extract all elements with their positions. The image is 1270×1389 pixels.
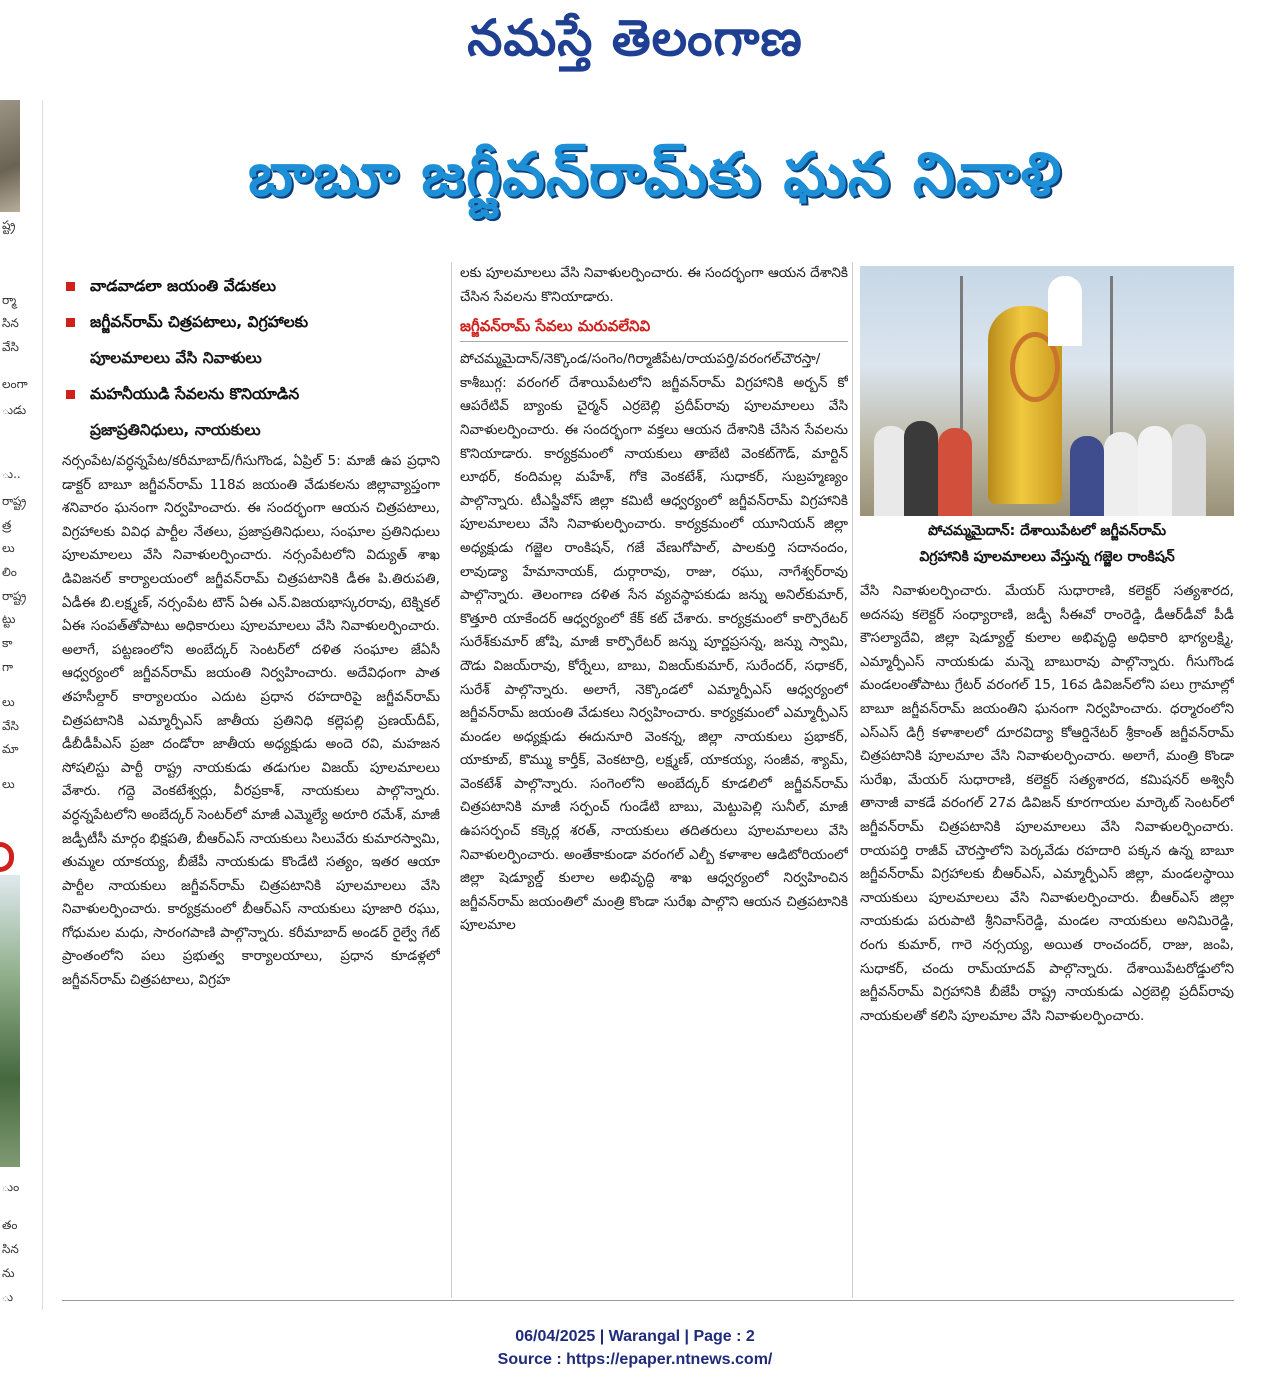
strip-line: ర్మా [2,293,17,307]
adjacent-photo-top [0,100,20,212]
adjacent-photo-bottom [0,875,20,1167]
strip-line: గా [2,660,14,674]
bullet-item [62,376,442,412]
strip-line: మా [2,742,19,756]
person [1172,424,1206,516]
article-column-2 [460,262,848,1292]
adjacent-column-strip [0,100,43,1310]
strip-line: లిం [2,565,17,579]
article-headline: బాబూ జగ్జీవన్‌రామ్‌కు ఘన నివాళి [247,140,1063,210]
strip-line: వేసి [2,719,19,733]
person [1104,432,1138,516]
article-paragraph: లకు పూలమాలలు వేసి నివాళులర్పించారు. ఈ సందర్భంగా ఆయన దేశానికి చేసిన సేవలను కొనియాడారు. [460,265,848,305]
bullet-item [62,268,442,304]
strip-line: కా [2,636,13,650]
bullet-text: ప్రజాప్రతినిధులు, నాయకులు [90,421,261,439]
person [1070,436,1104,516]
person [874,426,908,516]
bullet-item [62,304,442,340]
caption-line: విగ్రహానికి పూలమాలలు వేస్తున్న గజ్జెల రాంకిషన్‌ [919,549,1175,565]
red-square-bullet-icon [66,318,75,327]
red-square-bullet-icon [66,390,75,399]
highlight-bullets [62,268,442,448]
masthead-title: నమస్తే తెలంగాణ [467,8,803,67]
strip-line: ుం [2,1180,20,1194]
article-paragraph: వేసి నివాళులర్పించారు. మేయర్‌ సుధారాణి, కలెక్టర్‌ సత్యశారద, అదనపు కలెక్టర్‌ సంధ్యారాణి, జడ్పీ సీఈవో రాంరెడ్డి, డీఆర్‌డీవో పీడీ కౌసల్యాదేవి, జిల్లా షెడ్యూల్డ్‌ కులాల అభివృద్ధి అధికారి భాగ్యలక్ష్మి, ఎమ్మార్పీఎస్‌ నాయకుడు మన్నె బాబురావు పాల్గొన్నారు. గీసుగొండ మండలంతోపాటు గ్రేటర్‌ వరంగల్‌ 15, 16వ డివిజన్‌లోని పలు గ్రామాల్లో బాబూ జగ్జీవన్‌రామ్‌ జయంతిని ఘనంగా నిర్వహించారు. ధర్మారంలోని ఎస్‌ఎస్‌ డిగ్రీ కళాశాలలో దూరవిద్యా కోఆర్డినేటర్‌ శ్రీకాంత్‌ జగ్జీవన్‌రామ్‌ చిత్రపటానికి పూలమాల వేసి నివాళులర్పించారు. అలాగే, మంత్రి కొండా సురేఖ, మేయర్‌ సుధారాణి, కలెక్టర్‌ సత్యశారద, కమిషనర్‌ అశ్వినీ తానాజీ వాకడే వరంగల్‌ 27వ డివిజన్‌ కూరగాయల మార్కెట్‌ సెంటర్‌లో జగ్జీవన్‌రామ్‌ చిత్రపటానికి పూలమాలలు వేసి నివాళులర్పించారు. రాయపర్తి రాజీవ్‌ చౌరస్తాలోని పెర్కవేడు రహదారి పక్కన ఉన్న బాబూ జగ్జీవన్‌రామ్‌ విగ్రహాలకు బీఆర్‌ఎస్‌, ఎమ్మార్పీఎస్‌ జిల్లా, మండలస్థాయి నాయకులు పూలమాలలు వేసి నివాళులర్పించారు. బీఆర్‌ఎస్‌ జిల్లా నాయకుడు పరుపాటి శ్రీనివాస్‌రెడ్డి, మండల నాయకులు అనిమిరెడ్డి, రంగు కుమార్‌, గారె నర్సయ్య, అయిత రాంచందర్‌, రాజు, జంపి, సుధాకర్‌, చందు రామ్‌యాదవ్‌ పాల్గొన్నారు. దేశాయిపేటరోడ్డులోని జగ్జీవన్‌రామ్‌ విగ్రహానికి బీజేపీ రాష్ట్ర నాయకుడు ఎర్రబెల్లి ప్రదీప్‌రావు నాయకులతో కలిసి పూలమాల వేసి నివాళులర్పించారు. [860,583,1234,1024]
red-square-bullet-icon [66,282,75,291]
article-paragraph: పోచమ్మమైదాన్‌/నెక్కొండ/సంగెం/గిర్మాజీపేట/రాయపర్తి/వరంగల్‌చౌరస్తా/కాశీబుగ్గ: వరంగల్‌ దేశాయిపేటలోని జగ్జీవన్‌రామ్‌ విగ్రహానికి అర్బన్‌ కో ఆపరేటివ్‌ బ్యాంకు చైర్మన్‌ ఎర్రబెల్లి ప్రదీప్‌రావు పూలమాలలు వేసి నివాళులర్పించారు. ఈ సందర్భంగా వక్తలు ఆయన దేశానికి చేసిన సేవలను కొనియాడారు. కార్యక్రమంలో నాయకులు తాబేటి వెంకట్‌గౌడ్‌, మార్టిన్‌ లూథర్‌, కందిమల్ల మహేశ్‌, గోకె వెంకటేశ్‌, సుధాకర్‌, సుబ్రహ్మణ్యం పాల్గొన్నారు. టీఎస్జీవోస్‌ జిల్లా కమిటీ ఆధ్వర్యంలో జగ్జీవన్‌రామ్‌ విగ్రహానికి పూలమాలలు వేసి నివాళులర్పించారు. కార్యక్రమంలో యూనియన్‌ జిల్లా అధ్యక్షుడు గజ్జెల రాంకిషన్‌, గజే వేణుగోపాల్‌, పాలకుర్తి సదానందం, లావుడ్యా హేమానాయక్‌, దుర్గారావు, రాజు, రఘు, నాగేశ్వర్‌రావు పాల్గొన్నారు. తెలంగాణ దళిత సేన వ్యవస్థాపకుడు జన్ను అనిల్‌కుమార్‌, కొత్తూరి యాకేందర్‌ ఆధ్వర్యంలో కేక్‌ కట్‌ చేశారు. కార్యక్రమంలో కార్పొరేటర్‌ సురేశ్‌కుమార్‌ జోషి, మాజీ కార్పొరేటర్‌ జన్ను పూర్ణప్రసన్న, జన్ను స్వామి, దౌడు విజయ్‌రావు, కోర్నేలు, బాబు, విజయ్‌కుమార్‌, సురేందర్‌, సధాకర్‌, సురేశ్‌ పాల్గొన్నారు. అలాగే, నెక్కొండలో ఎమ్మార్పీఎస్‌ ఆధ్వర్యంలో జగ్జీవన్‌రామ్‌ జయంతి వేడుకలు నిర్వహించారు. కార్యక్రమంలో ఎమ్మార్పీఎస్‌ మండల అధ్యక్షుడు ఈదునూరి వెంకన్న, జిల్లా నాయకులు ప్రభాకర్‌, యాకూబ్‌, కొమ్ము కార్తీక్‌, వెంకటాద్రి, లక్ష్మణ్‌, యాకయ్య, సంజీవ, శ్యామ్‌, వెంకటేశ్‌ పాల్గొన్నారు. సంగెంలోని అంబేద్కర్‌ కూడలిలో జగ్జీవన్‌రామ్‌ చిత్రపటానికి మాజీ సర్పంచ్‌ గుండేటి బాబు, మెట్టుపెల్లి సునీల్‌, మాజీ ఉపసర్పంచ్‌ కక్కెర్ల శరత్‌, నాయకులు తదితరులు పూలమాలలు వేసి నివాళులర్పించారు. అంతేకాకుండా వరంగల్‌ ఎల్బీ కళాశాల ఆడిటోరియంలో జిల్లా షెడ్యూల్డ్‌ కులాల అభివృద్ధి శాఖ ఆధ్వర్యంలో నిర్వహించిన జగ్జీవన్‌రామ్‌ జయంతిలో మంత్రి కొండా సురేఖ పాల్గొని ఆయన చిత్రపటానికి పూలమాల [460,351,848,934]
article-column-3 [860,580,1234,1292]
footer-date-edition: 06/04/2025 | Warangal | Page : 2 [515,1328,755,1345]
bullet-text: పూలమాలలు వేసి నివాళులు [90,349,262,367]
strip-line: లు [2,541,15,555]
strip-line: వేసి [2,340,19,354]
strip-line: సిన [2,1242,19,1256]
strip-line: త్ర [2,518,12,532]
adjacent-red-mark [0,842,14,872]
bottom-rule [62,1300,1234,1301]
bullet-text: మహనీయుడి సేవలను కొనియాడిన [90,385,300,403]
strip-line: ు.. [2,467,21,481]
column-divider [852,262,853,1298]
strip-line: లంగా [2,377,28,391]
strip-line: రాష్ట్ర [2,494,27,508]
section-subheading: జగ్జీవన్‌రామ్‌ సేవలు మరువలేనివి [460,313,848,342]
column-divider [451,262,452,1298]
strip-line: ను [2,1266,15,1280]
person [938,428,972,516]
person [1048,276,1082,346]
strip-line: రాష్ట్ర [2,589,27,603]
person [904,421,938,516]
bullet-text: జగ్జీవన్‌రామ్‌ చిత్రపటాలు, విగ్రహాలకు [90,313,309,331]
footer-source-link[interactable]: Source : https://epaper.ntnews.com/ [497,1351,773,1368]
strip-line: సిన [2,316,19,330]
article-paragraph: నర్సంపేట/వర్ధన్నపేట/కరీమాబాద్‌/గీసుగొండ, ఏప్రిల్‌ 5: మాజీ ఉప ప్రధాని డాక్టర్‌ బాబూ జగ్జీవన్‌రామ్‌ 118వ జయంతి వేడుకలను జిల్లావ్యాప్తంగా శనివారం ఘనంగా నిర్వహించారు. ఈ సందర్భంగా ఆయన చిత్రపటాలు, విగ్రహాలకు వివిధ పార్టీల నేతలు, ప్రజాప్రతినిధులు, సంఘాల ప్రతినిధులు పూలమాలలు వేసి నివాళులర్పించారు. నర్సంపేటలోని విద్యుత్‌ శాఖ డివిజనల్‌ కార్యాలయంలో జగ్జీవన్‌రామ్‌ చిత్రపటానికి డీఈ పి.తిరుపతి, ఏడీఈ బి.లక్ష్మణ్‌, నర్సంపేట టౌన్‌ ఏఈ ఎన్‌.విజయభాస్కరరావు, టెక్నికల్‌ ఏఈ సంపత్‌తోపాటు అధికారులు పూలమాలలు వేసి నివాళులర్పించారు. అలాగే, పట్టణంలోని అంబేద్కర్‌ సెంటర్‌లో దళిత సంఘాల జేఏసీ ఆధ్వర్యంలో జగ్జీవన్‌రామ్‌ జయంతి నిర్వహించారు. అదేవిధంగా పాత తహసీల్దార్‌ కార్యాలయం ఎదుట ప్రధాన రహదారిపై జగ్జీవన్‌రామ్‌ చిత్రపటానికి ఎమ్మార్పీఎస్‌ జాతీయ ప్రతినిధి కల్లెపల్లి ప్రణయ్‌దీప్‌, డీబీడీపీఎస్‌ ప్రజా దండోరా జాతీయ అధ్యక్షుడు అందె రవి, మహజన సోషలిస్టు పార్టీ రాష్ట్ర నాయకుడు తడుగుల విజయ్‌ పూలమాలలు వేశారు. గద్దె వెంకటేశ్వర్లు, వీరప్రకాశ్‌, నాయకులు పాల్గొన్నారు. వర్ధన్నపేటలోని అంబేద్కర్‌ సెంటర్‌లో మాజీ ఎమ్మెల్యే అరూరి రమేశ్‌, మాజీ జడ్పీటీసీ మార్గం భిక్షపతి, బీఆర్‌ఎస్‌ నాయకులు సిలువేరు కుమారస్వామి, తుమ్మల యాకయ్య, బీజేపీ నాయకుడు కొండేటి సత్యం, ఇతర ఆయా పార్టీల నాయకులు జగ్జీవన్‌రామ్‌ చిత్రపటానికి పూలమాలలు వేసి నివాళులర్పించారు. కార్యక్రమంలో బీఆర్‌ఎస్‌ నాయకులు పూజారి రఘు, గోధుమల మధు, సారంగపాణి పాల్గొన్నారు. కరీమాబాద్‌ అండర్‌ రైల్వే గేట్‌ ప్రాంతంలోని పలు ప్రభుత్వ కార్యాలయాలు, ప్రధాన కూడళ్లలో జగ్జీవన్‌రామ్‌ చిత్రపటాలు, విగ్రహ [62,453,440,989]
statue-garlanding-photo [860,266,1234,516]
bullet-text: వాడవాడలా జయంతి వేడుకలు [90,277,276,295]
strip-line: ు [2,1290,14,1304]
strip-line: ుడు [2,403,27,417]
strip-line: లు [2,695,15,709]
photo-caption [860,518,1234,570]
person [1138,426,1172,516]
caption-line: పోచమ్మమైదాన్‌: దేశాయిపేటలో జగ్జీవన్‌రామ్‌ [927,523,1167,539]
article-column-1 [62,450,440,1290]
strip-line: లు [2,777,15,791]
strip-line: తం [2,1218,18,1232]
strip-line: ష్ట్ర [2,218,16,232]
strip-line: ట్టు [2,612,16,626]
